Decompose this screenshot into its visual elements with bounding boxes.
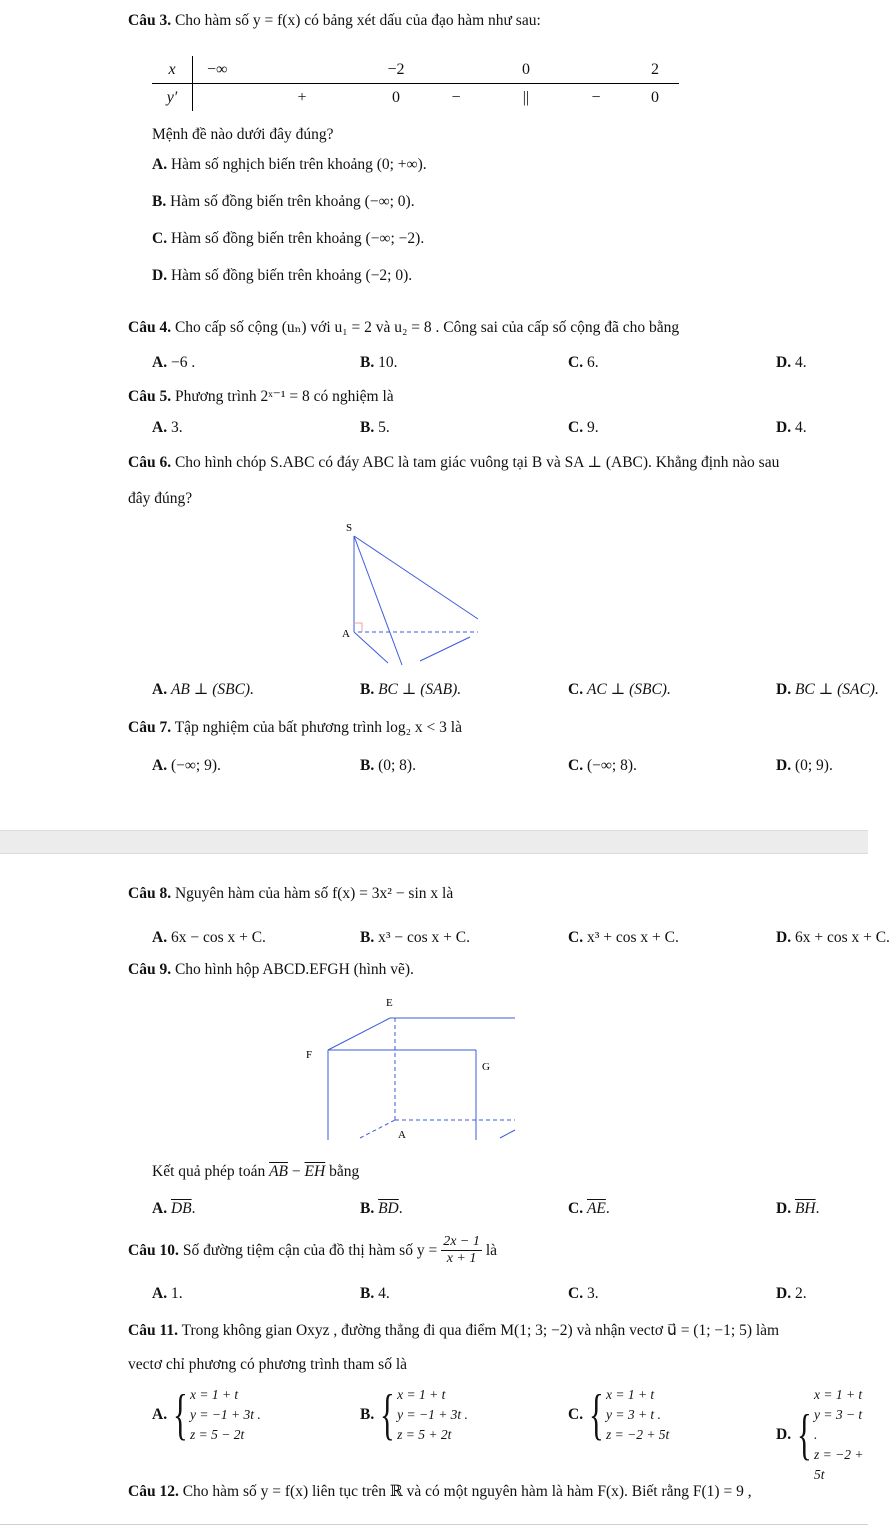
option-text: 4. [794, 419, 807, 436]
option-text: Hàm số đồng biến trên khoảng (−∞; −2). [170, 230, 425, 247]
q5-option-d[interactable] [776, 419, 807, 437]
q6-option-b[interactable] [360, 680, 461, 699]
option-letter: D. [776, 929, 792, 946]
q10-option-d[interactable] [776, 1285, 807, 1303]
option-letter: C. [568, 929, 584, 946]
q7-option-b[interactable] [360, 757, 416, 775]
option-letter: C. [568, 419, 584, 436]
q7-option-d[interactable] [776, 757, 833, 775]
right-angle-mark [354, 623, 362, 632]
option-letter: D. [776, 681, 792, 698]
q3-option-a[interactable] [152, 156, 427, 174]
option-letter: A. [152, 757, 168, 774]
option-letter: A. [152, 681, 168, 698]
fraction-numerator: 2x − 1 [443, 1234, 480, 1249]
edge-bc [420, 637, 470, 661]
option-vector: $\overline{AE}$ [586, 1200, 606, 1217]
sign-table [152, 56, 679, 111]
option-vector: $\overline{BD}$ [378, 1200, 399, 1217]
sign-table-x-cell: 0 [491, 56, 561, 84]
equation-x: x = 1 + t [813, 1387, 863, 1402]
equation-z: z = −2 + 5t [813, 1447, 864, 1482]
option-text: 10. [378, 354, 398, 371]
sign-table-y-header: y′ [152, 84, 193, 112]
equation-y: y = 3 + t . [605, 1407, 661, 1422]
q9-label: Câu 9. [128, 961, 172, 978]
option-letter: C. [568, 1200, 584, 1217]
option-letter: C. [568, 1406, 584, 1423]
page-separator [0, 830, 868, 854]
q12-label: Câu 12. [128, 1483, 179, 1500]
sign-table-x-cell: 2 [631, 56, 679, 84]
q9-prompt-pre: Kết quả phép toán [152, 1163, 266, 1180]
q8-label: Câu 8. [128, 885, 172, 902]
option-text: 6x − cos x + C. [170, 929, 266, 946]
option-text: (0; 8). [378, 757, 416, 774]
q5-label: Câu 5. [128, 388, 172, 405]
q9-text: Cho hình hộp ABCD.EFGH (hình vẽ). [174, 961, 414, 978]
q11-option-b[interactable] [360, 1385, 468, 1445]
vector-ab: $\overline{AB}$ [269, 1163, 289, 1180]
option-letter: D. [776, 354, 792, 371]
option-letter: A. [152, 1406, 168, 1423]
option-letter: A. [152, 156, 168, 173]
q3-option-d[interactable] [152, 267, 412, 285]
q8-option-d[interactable] [776, 929, 890, 947]
q10-stem [128, 1234, 497, 1267]
option-text: (0; 9). [794, 757, 833, 774]
option-letter: A. [152, 929, 168, 946]
option-text: 3. [586, 1285, 599, 1302]
sign-table-y-cell: || [522, 88, 530, 106]
minus-sign: − [288, 1163, 305, 1180]
q3-prompt: Mệnh đề nào dưới đây đúng? [152, 126, 334, 143]
q4-option-a[interactable] [152, 354, 195, 372]
edge-sc [354, 536, 478, 619]
fraction-denominator: x + 1 [446, 1251, 477, 1266]
q3-stem [128, 12, 541, 30]
q8-option-b[interactable] [360, 929, 470, 947]
option-text: (−∞; 8). [586, 757, 637, 774]
q8-option-c[interactable] [568, 929, 679, 947]
q4-stem [128, 318, 679, 337]
q9-option-c[interactable] [568, 1200, 610, 1218]
edge-cd [500, 1130, 515, 1138]
sign-table-x-cell: −∞ [193, 56, 298, 84]
q11-text: Trong không gian Oxyz , đường thẳng đi qua điểm M(1; 3; −2) và nhận vectơ u⃗ = (1; −1; 5) làm [181, 1322, 780, 1339]
q4-label: Câu 4. [128, 319, 172, 336]
equation-y: y = −1 + 3t . [397, 1407, 468, 1422]
q9-prompt [152, 1163, 359, 1181]
equation-y: y = −1 + 3t . [189, 1407, 261, 1422]
q8-stem [128, 885, 453, 903]
option-text: BC ⊥ (SAB). [378, 681, 462, 698]
q7-label: Câu 7. [128, 719, 172, 736]
equation-x: x = 1 + t [605, 1387, 655, 1402]
option-end: . [605, 1200, 610, 1217]
q10-option-a[interactable] [152, 1285, 183, 1303]
option-text: AC ⊥ (SBC). [586, 681, 671, 698]
option-letter: B. [152, 193, 167, 210]
option-letter: B. [360, 681, 375, 698]
sign-table-x-cell: −2 [371, 56, 421, 84]
q8-option-a[interactable] [152, 929, 266, 947]
option-text: Hàm số đồng biến trên khoảng (−∞; 0). [170, 193, 415, 210]
option-letter: D. [776, 757, 792, 774]
sign-table-x-cell [561, 56, 631, 84]
equation-system [814, 1385, 868, 1485]
left-brace: { [173, 1384, 188, 1446]
equation-system [190, 1385, 261, 1445]
option-end: . [191, 1200, 196, 1217]
q10-option-c[interactable] [568, 1285, 599, 1303]
sign-table-x-cell [421, 56, 491, 84]
option-text: 5. [378, 419, 390, 436]
q10-label: Câu 10. [128, 1241, 179, 1259]
option-text: 4. [378, 1285, 390, 1302]
equation-x: x = 1 + t [397, 1387, 446, 1402]
option-letter: D. [776, 1426, 792, 1443]
option-letter: C. [568, 681, 584, 698]
q4-option-b[interactable] [360, 354, 397, 372]
q6-text: Cho hình chóp S.ABC có đáy ABC là tam giác vuông tại B và SA ⊥ (ABC). Khẳng định nào sau [174, 454, 780, 471]
q11-option-a[interactable] [152, 1385, 261, 1445]
option-letter: C. [152, 230, 168, 247]
option-letter: B. [360, 929, 375, 946]
pyramid-figure [330, 515, 490, 670]
equation-y: y = 3 − t . [813, 1407, 863, 1442]
q5-text: Phương trình 2ˣ⁻¹ = 8 có nghiệm là [174, 388, 394, 405]
option-text: x³ − cos x + C. [378, 929, 470, 946]
option-text: −6 . [170, 354, 196, 371]
q9-stem [128, 961, 414, 979]
option-text: 9. [586, 419, 599, 436]
option-text: AB ⊥ (SBC). [170, 681, 254, 698]
q7-option-c[interactable] [568, 757, 637, 775]
option-letter: B. [360, 1406, 375, 1423]
q4-option-d[interactable] [776, 354, 807, 372]
option-text: 1. [170, 1285, 183, 1302]
vertex-a-label: A [398, 1129, 406, 1141]
q9-prompt-post: bằng [329, 1163, 360, 1180]
q6-stem [128, 453, 779, 472]
option-letter: B. [360, 1200, 375, 1217]
option-vector: $\overline{BH}$ [794, 1200, 816, 1217]
option-letter: B. [360, 354, 375, 371]
vertex-f-label: F [306, 1049, 313, 1061]
edge-sb [354, 536, 402, 665]
equation-system [397, 1385, 468, 1445]
q6-option-d[interactable] [776, 680, 879, 699]
q11-label: Câu 11. [128, 1322, 178, 1339]
left-brace: { [797, 1404, 812, 1466]
q12-stem [128, 1482, 752, 1501]
q10-tail: là [485, 1241, 498, 1259]
option-letter: A. [152, 354, 168, 371]
sign-table-x-header: x [152, 56, 193, 84]
equation-x: x = 1 + t [189, 1387, 239, 1402]
sign-table-x-cell [297, 56, 371, 84]
option-letter: C. [568, 1285, 584, 1302]
sign-table-y-cell: + [297, 88, 307, 106]
q3-option-c[interactable] [152, 230, 424, 248]
option-end: . [398, 1200, 403, 1217]
option-text: 4. [794, 354, 807, 371]
q7-stem [128, 719, 462, 737]
option-end: . [815, 1200, 820, 1217]
q10-option-b[interactable] [360, 1285, 390, 1303]
option-text: 6. [586, 354, 599, 371]
q6-option-a[interactable] [152, 680, 254, 699]
option-letter: D. [152, 267, 168, 284]
option-letter: B. [360, 419, 375, 436]
option-letter: C. [568, 757, 584, 774]
sign-table-y-cell: − [591, 88, 601, 106]
equation-z: z = −2 + 5t [605, 1427, 670, 1442]
bottom-divider [0, 1524, 868, 1525]
q10-text: Số đường tiệm cận của đồ thị hàm số y = [182, 1241, 438, 1259]
edge-fe [328, 1018, 390, 1050]
q5-option-b[interactable] [360, 419, 390, 437]
q10-fraction [441, 1234, 482, 1267]
option-letter: D. [776, 1285, 792, 1302]
q7-text: Tập nghiệm của bất phương trình log₂ x < 3 là [174, 719, 462, 736]
box-figure [300, 988, 525, 1148]
equation-system [606, 1385, 669, 1445]
q12-text: Cho hàm số y = f(x) liên tục trên ℝ và có một nguyên hàm là hàm F(x). Biết rằng F(1) = 9 , [182, 1483, 752, 1500]
q11-stem [128, 1321, 779, 1340]
option-letter: B. [360, 1285, 375, 1302]
q9-option-d[interactable] [776, 1200, 820, 1218]
vector-eh: $\overline{EH}$ [304, 1163, 326, 1180]
q11-option-d[interactable] [776, 1385, 868, 1485]
q6-option-c[interactable] [568, 680, 671, 699]
q7-option-a[interactable] [152, 757, 221, 775]
q11-option-c[interactable] [568, 1385, 669, 1445]
option-text: Hàm số đồng biến trên khoảng (−2; 0). [170, 267, 413, 284]
q6-label: Câu 6. [128, 454, 172, 471]
option-letter: A. [152, 1285, 168, 1302]
q11-stem-cont: vectơ chỉ phương có phương trình tham số là [128, 1356, 408, 1373]
q3-option-b[interactable] [152, 193, 415, 211]
q3-text: Cho hàm số y = f(x) có bảng xét dấu của đạo hàm như sau: [174, 12, 541, 29]
vertex-s-label: S [346, 522, 353, 534]
equation-z: z = 5 − 2t [189, 1427, 245, 1442]
sign-table-y-cell: 0 [651, 88, 659, 106]
vertex-g-label: G [482, 1061, 490, 1073]
q9-option-a[interactable] [152, 1200, 196, 1218]
option-text: 2. [794, 1285, 807, 1302]
q4-option-c[interactable] [568, 354, 599, 372]
option-text: Hàm số nghịch biến trên khoảng (0; +∞). [170, 156, 427, 173]
option-letter: A. [152, 419, 168, 436]
left-brace: { [589, 1384, 604, 1446]
option-text: x³ + cos x + C. [586, 929, 679, 946]
option-letter: D. [776, 419, 792, 436]
option-letter: B. [360, 757, 375, 774]
q5-stem [128, 387, 394, 406]
left-brace: { [380, 1384, 396, 1446]
option-text: 6x + cos x + C. [794, 929, 890, 946]
sign-table-y-cell: − [451, 88, 461, 106]
option-vector: $\overline{DB}$ [170, 1200, 192, 1217]
vertex-a-label: A [342, 628, 350, 640]
q3-label: Câu 3. [128, 12, 172, 29]
equation-z: z = 5 + 2t [397, 1427, 452, 1442]
q8-text: Nguyên hàm của hàm số f(x) = 3x² − sin x là [174, 885, 454, 902]
option-text: BC ⊥ (SAC). [794, 681, 879, 698]
option-text: (−∞; 9). [170, 757, 221, 774]
q5-option-a[interactable] [152, 419, 183, 437]
option-letter: D. [776, 1200, 792, 1217]
vertex-e-label: E [386, 997, 393, 1009]
q9-option-b[interactable] [360, 1200, 403, 1218]
sign-table-y-cell: 0 [392, 88, 400, 106]
option-text: 3. [170, 419, 183, 436]
edge-ab [360, 1120, 395, 1138]
q6-stem-cont: đây đúng? [128, 490, 193, 507]
option-letter: C. [568, 354, 584, 371]
edge-ab [354, 632, 388, 663]
q5-option-c[interactable] [568, 419, 599, 437]
option-letter: A. [152, 1200, 168, 1217]
q4-text: Cho cấp số cộng (uₙ) với u₁ = 2 và u₂ = 8 . Công sai của cấp số cộng đã cho bằng [174, 319, 680, 336]
